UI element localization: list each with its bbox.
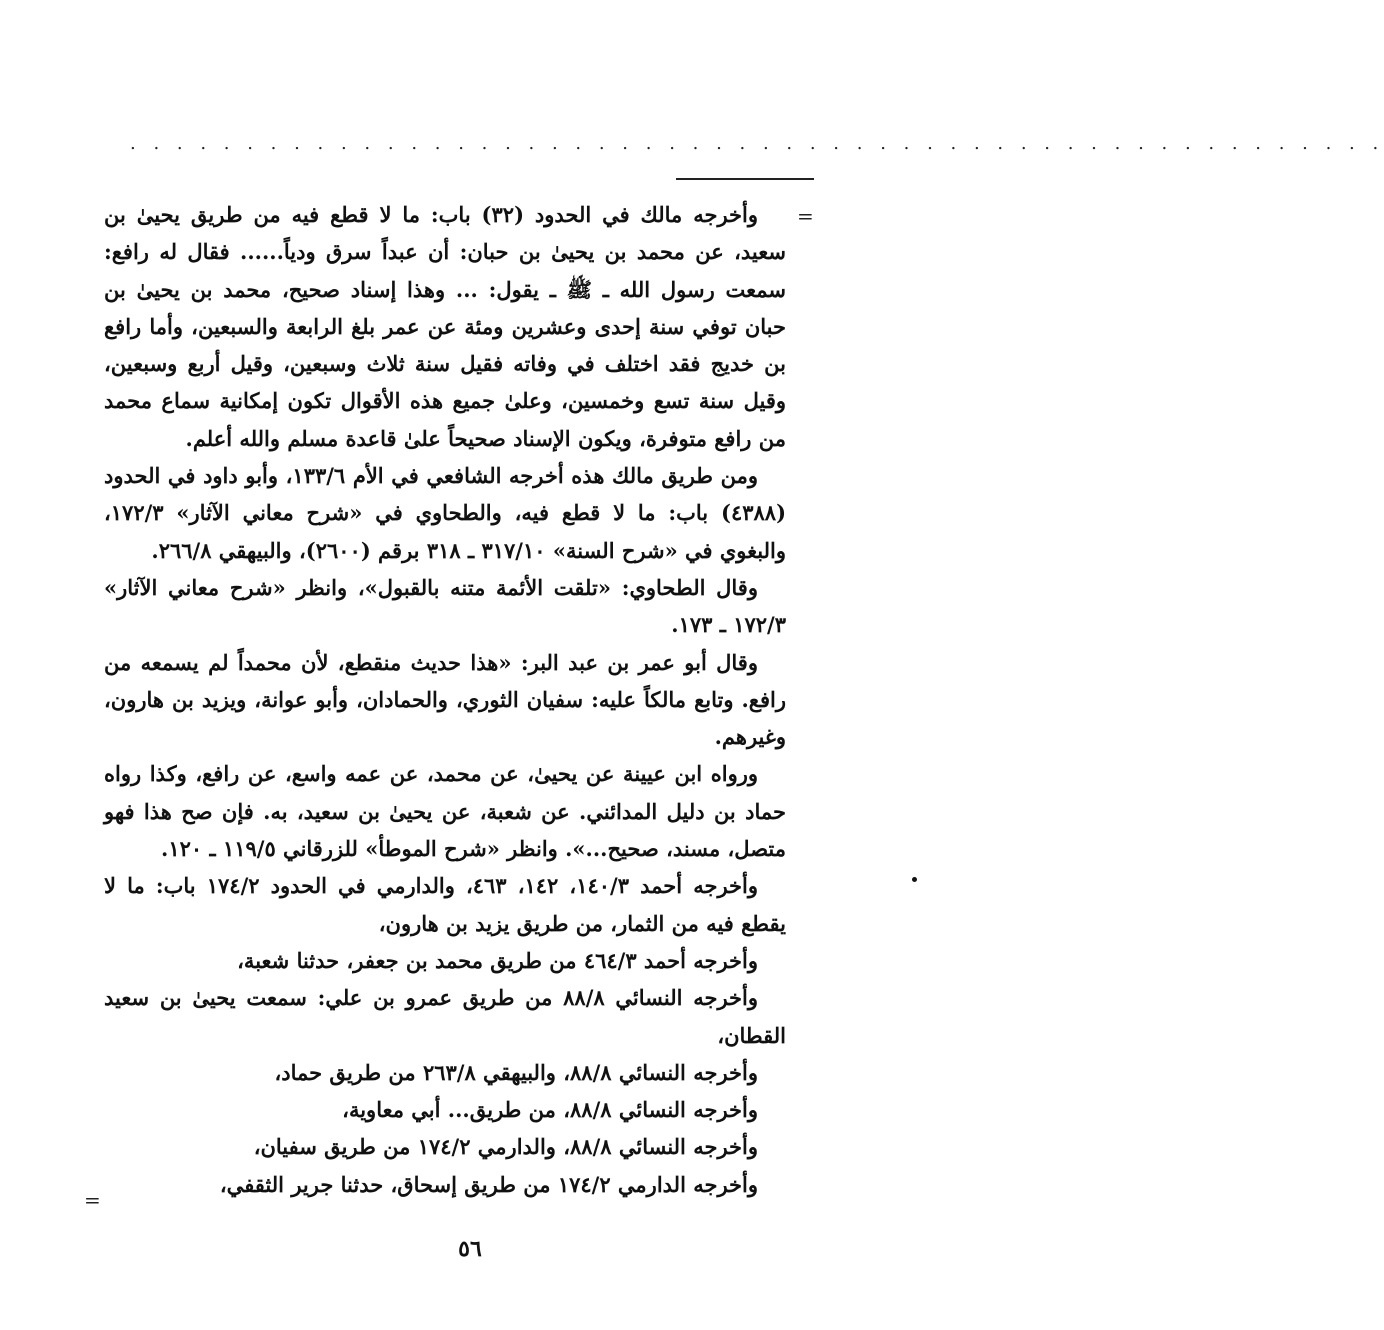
footnote-rule: [676, 178, 814, 180]
reference-line: وأخرجه الدارمي ١٧٤/٢ من طريق إسحاق، حدثنا جرير الثقفي،: [219, 1171, 758, 1197]
reference-line: وأخرجه النسائي ٨٨/٨، والدارمي ١٧٤/٢ من طريق سفيان،: [253, 1134, 758, 1160]
paragraph: وقال الطحاوي: «تلقت الأئمة متنه بالقبول»، وانظر «شرح معاني الآثار» ١٧٢/٣ ـ ١٧٣.: [104, 574, 786, 638]
paragraph: ومن طريق مالك هذه أخرجه الشافعي في الأم ١٣٣/٦، وأبو داود في الحدود (٤٣٨٨) باب: ما لا قطع فيه، والطحاوي في «شرح معاني الآثار» ١٧٢/٣، والبغوي في «شرح السنة» ٣١٧/١٠ ـ ٣١٨ برقم (٢٦٠٠)، والبيهقي ٢٦٦/٨.: [104, 463, 786, 563]
paragraph: وقال أبو عمر بن عبد البر: «هذا حديث منقطع، لأن محمداً لم يسمعه من رافع. وتابع مالكاً عليه: سفيان الثوري، والحمادان، وأبو عوانة، ويزيد بن هارون، وغيرهم.: [104, 649, 786, 750]
reference-line: وأخرجه النسائي ٨٨/٨، والبيهقي ٢٦٣/٨ من طريق حماد،: [274, 1059, 758, 1085]
margin-dot: [912, 877, 917, 882]
paragraph: وأخرجه أحمد ١٤٠/٣، ١٤٢، ٤٦٣، والدارمي في الحدود ١٧٤/٢ باب: ما لا يقطع فيه من الثمار، من طريق يزيد بن هارون،: [104, 873, 786, 936]
separator-dots: . . . . . . . . . . . . . . . . . . . . . . . . . . . . . . . . . . . . . . . . . . . . . . . . . . . . . .: [130, 133, 1384, 154]
continuation-mark-top: =: [797, 204, 814, 228]
paragraph: ورواه ابن عيينة عن يحيىٰ، عن محمد، عن عمه واسع، عن رافع، وكذا رواه حماد بن دليل المدائني. عن شعبة، عن يحيىٰ بن سعيد، به. فإن صح هذا فهو متصل، مسند، صحيح...». وانظر «شرح الموطأ» للزرقاني ١١٩/٥ ـ ١٢٠.: [104, 761, 786, 862]
paragraph: وأخرجه أحمد ٤٦٤/٣ من طريق محمد بن جعفر، حدثنا شعبة،: [237, 947, 758, 973]
continuation-mark-bottom: =: [84, 1188, 101, 1212]
reference-line: وأخرجه النسائي ٨٨/٨، من طريق... أبي معاوية،: [342, 1097, 758, 1123]
footnote-body: [104, 196, 786, 1203]
paragraph: وأخرجه النسائي ٨٨/٨ من طريق عمرو بن علي: سمعت يحيىٰ بن سعيد القطان،: [104, 985, 786, 1048]
paragraph: وأخرجه مالك في الحدود (٣٢) باب: ما لا قطع فيه من طريق يحيىٰ بن سعيد، عن محمد بن يحيىٰ بن حبان: أن عبداً سرق ودياً...... فقال له رافع: سمعت رسول الله ـ ﷺ ـ يقول: ... وهذا إسناد صحيح، محمد بن يحيىٰ بن حبان توفي سنة إحدى وعشرين ومئة عن عمر بلغ الرابعة والسبعين، وأما رافع بن خديج فقد اختلف في وفاته فقيل سنة ثلاث وسبعين، وقيل أربع وسبعين، وقيل سنة تسع وخمسين، وعلىٰ جميع هذه الأقوال تكون إمكانية سماع محمد من رافع متوفرة، ويكون الإسناد صحيحاً علىٰ قاعدة مسلم والله أعلم.: [104, 202, 786, 451]
page-number: ٥٦: [458, 1236, 482, 1262]
